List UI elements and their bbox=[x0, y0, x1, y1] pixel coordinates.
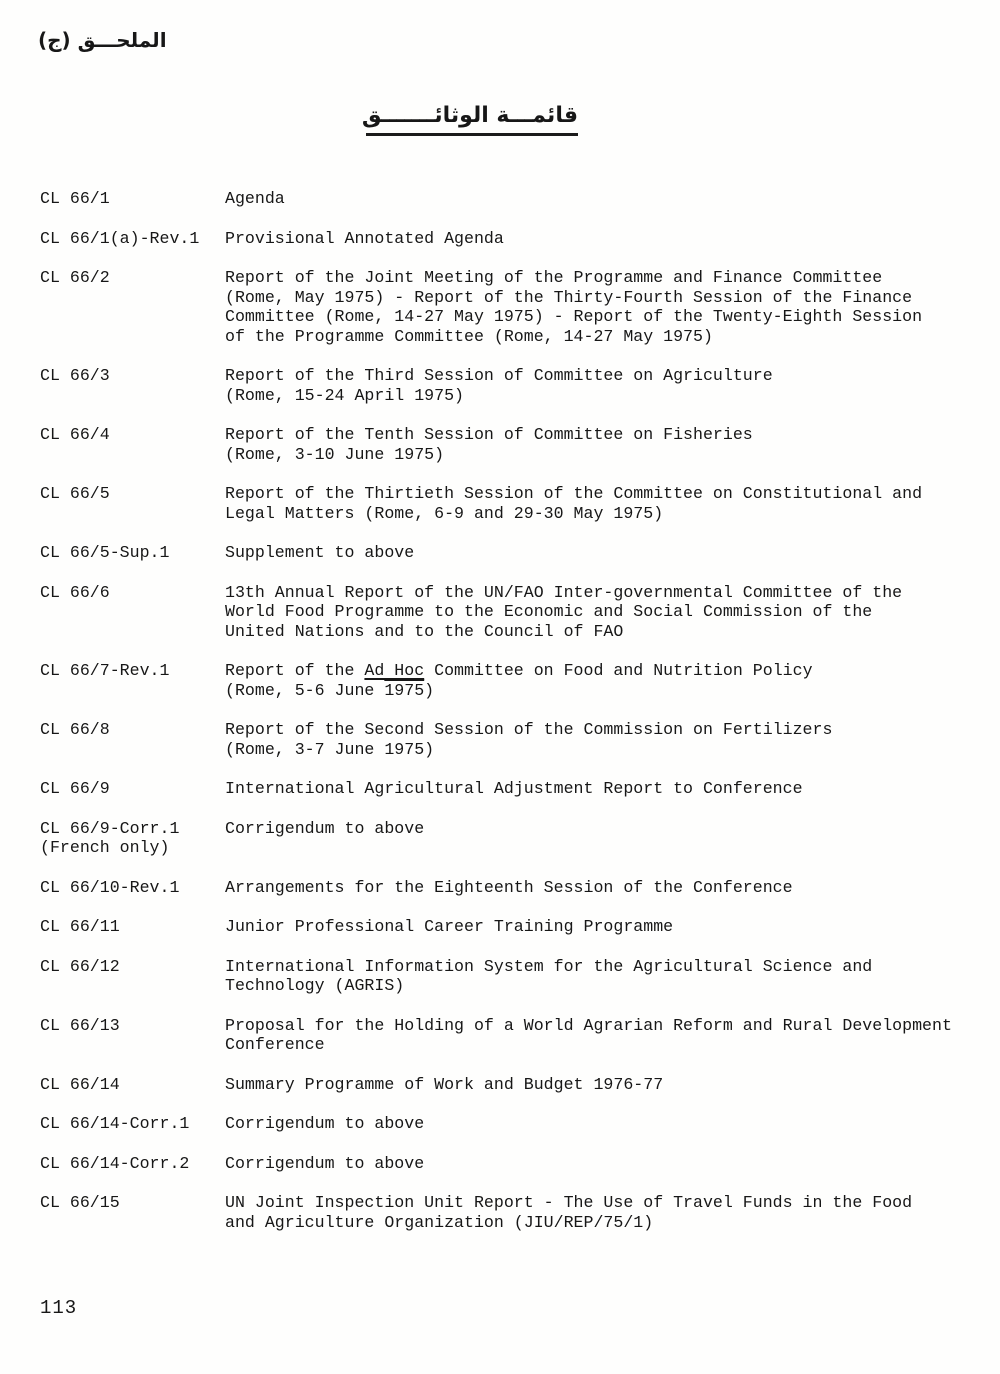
document-row bbox=[40, 661, 980, 700]
document-id: CL 66/13 bbox=[40, 1015, 120, 1035]
document-row bbox=[40, 583, 980, 642]
document-description: Report of the Thirtieth Session of the Committee on Constitutional and Legal Matters (Rome, 6-9 and 29-30 May 1975) bbox=[225, 484, 923, 523]
document-row bbox=[40, 1075, 980, 1095]
document-description: Corrigendum to above bbox=[225, 818, 425, 838]
document-id: CL 66/1 bbox=[40, 189, 110, 208]
document-description: Report of the Tenth Session of Committee on Fisheries (Rome, 3-10 June 1975) bbox=[225, 425, 753, 464]
document-row bbox=[40, 878, 980, 898]
document-id: CL 66/6 bbox=[40, 582, 110, 602]
document-description: Report of the Second Session of the Commission on Fertilizers (Rome, 3-7 June 1975) bbox=[225, 720, 833, 759]
document-row bbox=[40, 1193, 980, 1232]
document-row bbox=[40, 543, 980, 563]
document-id: CL 66/3 bbox=[40, 366, 110, 385]
document-id: CL 66/1(a)-Rev.1 bbox=[40, 228, 200, 248]
document-row bbox=[40, 720, 980, 759]
document-id: CL 66/5-Sup.1 bbox=[40, 543, 170, 562]
document-description: Proposal for the Holding of a World Agrarian Reform and Rural Development Conference bbox=[225, 1015, 952, 1054]
document-description: Arrangements for the Eighteenth Session of the Conference bbox=[225, 877, 793, 897]
document-description: Agenda bbox=[225, 189, 285, 208]
document-description: 13th Annual Report of the UN/FAO Inter-governmental Committee of the World Food Programme to the Economic and Social Commission of the United Nations and to the Council of FAO bbox=[225, 582, 903, 641]
document-row bbox=[40, 957, 980, 996]
document-row bbox=[40, 268, 980, 346]
document-description: Junior Professional Career Training Programme bbox=[225, 917, 674, 936]
document-id: CL 66/5 bbox=[40, 484, 110, 503]
document-id: CL 66/12 bbox=[40, 956, 120, 976]
page-number: 113 bbox=[40, 1297, 78, 1319]
document-id: CL 66/7-Rev.1 bbox=[40, 661, 170, 680]
document-id: CL 66/14-Corr.2 bbox=[40, 1153, 190, 1173]
document-id: CL 66/15 bbox=[40, 1193, 120, 1212]
document-id: CL 66/8 bbox=[40, 720, 110, 739]
document-description: Report of the Third Session of Committee on Agriculture (Rome, 15-24 April 1975) bbox=[225, 366, 773, 405]
document-id: CL 66/4 bbox=[40, 425, 110, 444]
document-row bbox=[40, 229, 980, 249]
document-description: Corrigendum to above bbox=[225, 1153, 425, 1173]
document-row bbox=[40, 425, 980, 464]
document-row bbox=[40, 1114, 980, 1134]
document-id: CL 66/14 bbox=[40, 1074, 120, 1094]
document-id: CL 66/9-Corr.1 (French only) bbox=[40, 818, 180, 857]
document-row bbox=[40, 1154, 980, 1174]
document-row bbox=[40, 779, 980, 799]
document-id: CL 66/10-Rev.1 bbox=[40, 877, 180, 897]
document-description: Report of the Joint Meeting of the Programme and Finance Committee (Rome, May 1975) - Report of the Thirty-Fourth Session of the Finance Committee (Rome, 14-27 May 1975) - Report of the Twenty-Eighth Session of the Programme Committee (Rome, 14-27 May 1975) bbox=[225, 268, 923, 346]
document-id: CL 66/11 bbox=[40, 917, 120, 936]
document-description: International Agricultural Adjustment Report to Conference bbox=[225, 779, 803, 798]
document-id: CL 66/14-Corr.1 bbox=[40, 1114, 190, 1133]
document-description: Summary Programme of Work and Budget 1976-77 bbox=[225, 1074, 664, 1094]
document-description: Corrigendum to above bbox=[225, 1114, 425, 1133]
document-id: CL 66/9 bbox=[40, 779, 110, 798]
document-description: Report of the Ad Hoc Committee on Food and Nutrition Policy (Rome, 5-6 June 1975) bbox=[225, 661, 813, 700]
document-list bbox=[40, 189, 980, 1252]
document-row bbox=[40, 484, 980, 523]
document-description: Provisional Annotated Agenda bbox=[225, 228, 504, 248]
document-row bbox=[40, 819, 980, 858]
document-row bbox=[40, 1016, 980, 1055]
document-id: CL 66/2 bbox=[40, 268, 110, 287]
document-row bbox=[40, 366, 980, 405]
page-title: قائمـــة الوثائـــــــق bbox=[366, 103, 578, 136]
document-description: UN Joint Inspection Unit Report - The Use of Travel Funds in the Food and Agriculture Organization (JIU/REP/75/1) bbox=[225, 1193, 913, 1232]
document-description: International Information System for the Agricultural Science and Technology (AGRIS) bbox=[225, 956, 873, 995]
document-description: Supplement to above bbox=[225, 543, 415, 562]
document-row bbox=[40, 189, 980, 209]
document-row bbox=[40, 917, 980, 937]
annex-label: الملحـــق (ج) bbox=[38, 28, 167, 52]
